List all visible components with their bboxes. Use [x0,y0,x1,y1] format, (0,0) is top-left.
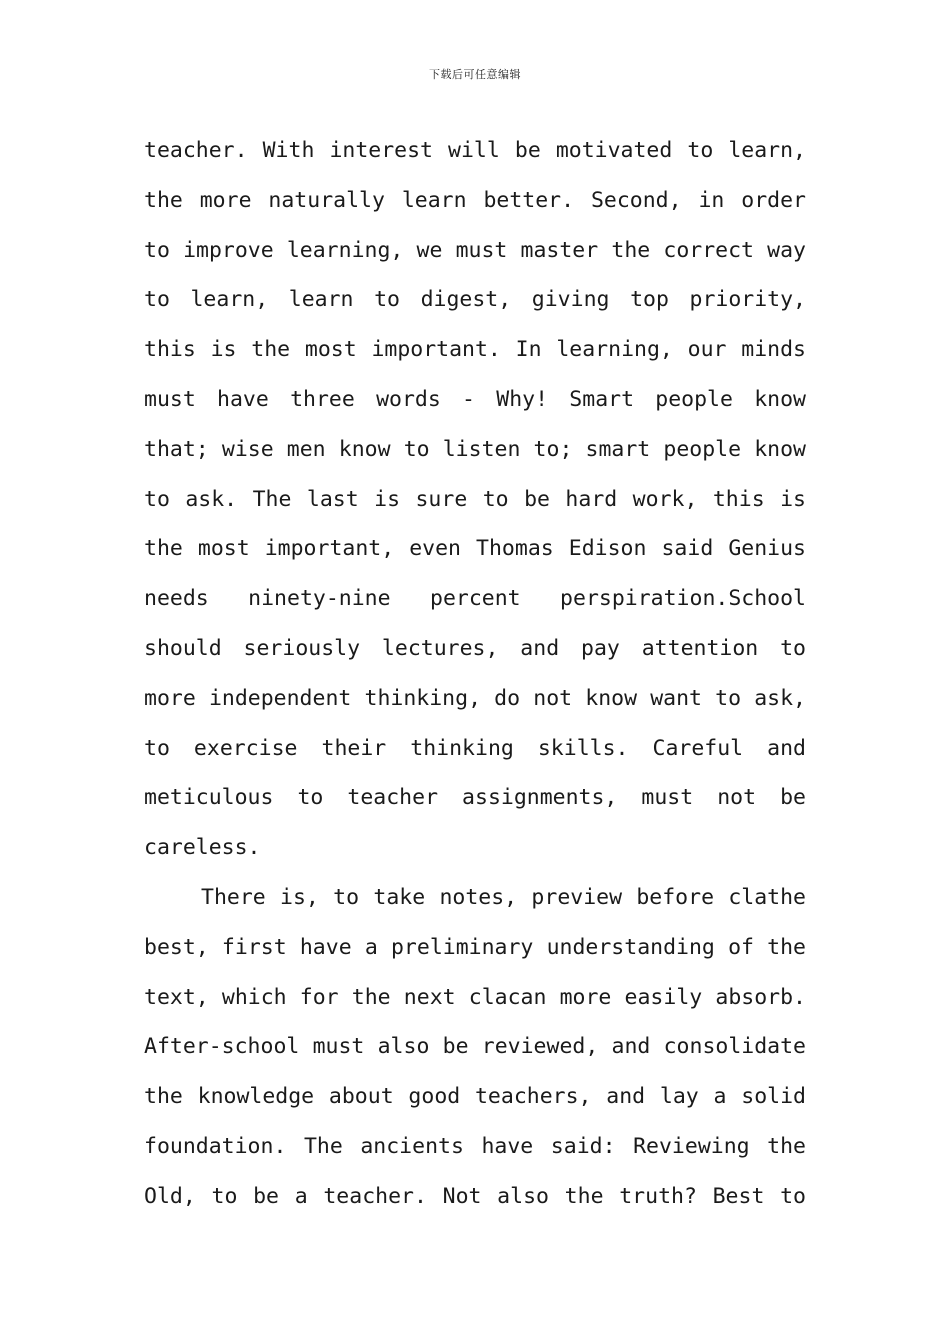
text-line: There is, to take notes, preview before clathe [201,884,806,910]
text-line: must have three words - Why! Smart people know [144,386,806,412]
text-line: the more naturally learn better. Second, in order [144,187,806,213]
text-line: to improve learning, we must master the correct way [144,237,806,263]
text-line: meticulous to teacher assignments, must not be [144,785,806,811]
paragraph-2 [144,873,806,1222]
page-header: 下载后可任意编辑 [429,68,521,81]
text-line: should seriously lectures, and pay attention to [144,635,806,661]
text-line: Old, to be a teacher. Not also the truth? Best to [144,1183,806,1209]
text-line: to learn, learn to digest, giving top priority, [144,287,806,313]
text-line: careless. [144,835,261,861]
text-line: more independent thinking, do not know want to ask, [144,685,806,711]
text-line: foundation. The ancients have said: Reviewing the [144,1133,806,1159]
text-line: teacher. With interest will be motivated to learn, [144,138,806,163]
text-line: to ask. The last is sure to be hard work, this is [144,486,806,512]
text-line: best, first have a preliminary understanding of the [144,934,806,960]
text-line: After-school must also be reviewed, and consolidate [144,1034,806,1060]
text-line: to exercise their thinking skills. Careful and [144,735,806,761]
text-line: the knowledge about good teachers, and lay a solid [144,1084,806,1110]
paragraph-1 [144,126,806,873]
text-line: the most important, even Thomas Edison said Genius [144,536,806,562]
text-line: this is the most important. In learning, our minds [144,337,806,363]
text-line: text, which for the next clacan more easily absorb. [144,984,806,1010]
document-body [144,126,806,1222]
text-line: needs ninety-nine percent perspiration.School [144,586,806,612]
text-line: that; wise men know to listen to; smart people know [144,436,806,462]
